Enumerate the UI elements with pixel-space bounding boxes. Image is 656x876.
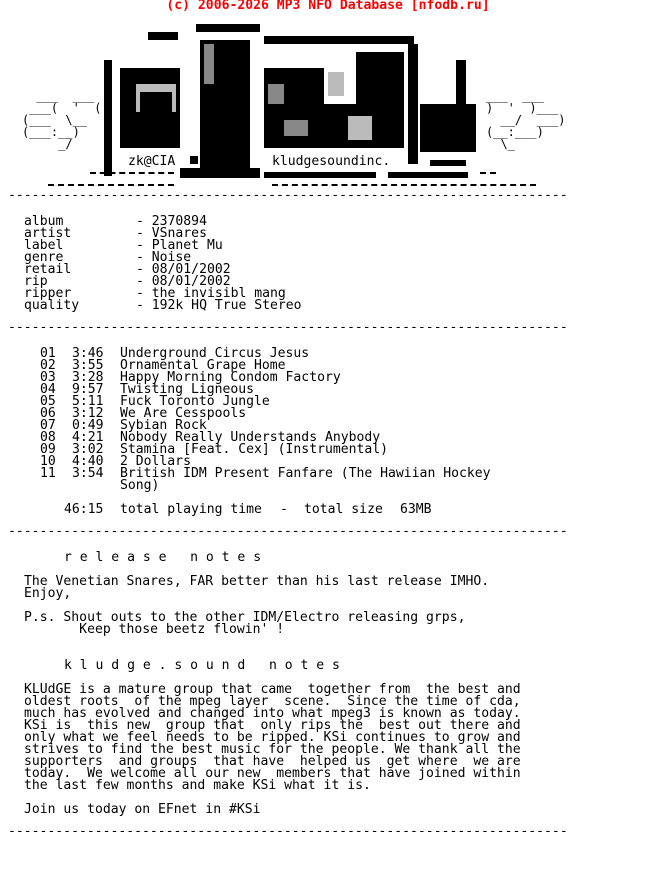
track-title: Ornamental Grape Home	[120, 358, 286, 373]
divider: -----------------------------------------------------------------------	[8, 824, 568, 839]
divider: -----------------------------------------------------------------------	[8, 320, 568, 335]
info-label: album	[24, 214, 64, 229]
track-title: Fuck Toronto Jungle	[120, 394, 270, 409]
info-value: - VSnares	[136, 226, 207, 241]
info-value: - the invisibl mang	[136, 286, 286, 301]
kludge-note-line: oldest roots of the mpeg layer scene. Since the time of cda,	[24, 694, 521, 709]
release-note-line: Keep those beetz flowin' !	[24, 622, 285, 637]
track-number: 10	[40, 454, 56, 469]
track-number: 08	[40, 430, 56, 445]
track-title: Nobody Really Understands Anybody	[120, 430, 381, 445]
kludge-note-line: Join us today on EFnet in #KSi	[24, 802, 261, 817]
info-label: retail	[24, 262, 72, 277]
track-title: We Are Cesspools	[120, 406, 247, 421]
total-size: 63MB	[400, 502, 432, 517]
track-title: Sybian Rock	[120, 418, 207, 433]
info-value: - Noise	[136, 250, 192, 265]
kludge-note-line: KSi is this new group that only rips the best out there and	[24, 718, 521, 733]
logo-tag-right: kludgesoundinc.	[272, 154, 391, 169]
kludge-note-line: strives to find the best music for the people. We thank all the	[24, 742, 521, 757]
track-number: 03	[40, 370, 56, 385]
total-time-label: total playing time	[120, 502, 262, 517]
track-title: Happy Morning Condom Factory	[120, 370, 341, 385]
kludge-note-line: only what we feel needs to be ripped. KSi continues to grow and	[24, 730, 521, 745]
total-separator: -	[280, 502, 288, 517]
info-value: - 2370894	[136, 214, 207, 229]
logo-tag-left: zk@CIA	[128, 154, 176, 169]
track-title: British IDM Present Fanfare (The Hawiian Hockey	[120, 466, 491, 481]
track-number: 11	[40, 466, 56, 481]
info-value: - Planet Mu	[136, 238, 223, 253]
release-note-line: P.s. Shout outs to the other IDM/Electro releasing grps,	[24, 610, 466, 625]
kludge-note-line: the last few months and make KSi what it is.	[24, 778, 371, 793]
divider: -----------------------------------------------------------------------	[8, 188, 568, 203]
track-11-continuation: Song)	[120, 478, 160, 493]
right-scroll-ornament: ___ ___ ) ' )___ __/ ___) (__:___) \_	[486, 89, 566, 151]
total-size-label: total size	[304, 502, 383, 517]
release-notes-heading: r e l e a s e n o t e s	[64, 550, 262, 565]
track-number: 02	[40, 358, 56, 373]
kludge-note-line: today. We welcome all our new members that have joined within	[24, 766, 521, 781]
kludge-note-line: supporters and groups that have helped us get where we are	[24, 754, 521, 769]
release-note-line: The Venetian Snares, FAR better than his last release IMHO.	[24, 574, 490, 589]
left-scroll-ornament: ___ ___ ___( ' ( (___ \__ (___:__) _/	[22, 89, 102, 151]
track-time: 4:21	[72, 430, 104, 445]
kludge-notes-heading: k l u d g e . s o u n d n o t e s	[64, 658, 340, 673]
track-time: 9:57	[72, 382, 104, 397]
track-time: 3:55	[72, 358, 104, 373]
info-label: rip	[24, 274, 48, 289]
info-value: - 192k HQ True Stereo	[136, 298, 302, 313]
info-value: - 08/01/2002	[136, 274, 231, 289]
track-number: 04	[40, 382, 56, 397]
kludge-note-line: much has evolved and changed into what mpeg3 is known as today.	[24, 706, 521, 721]
track-title: 2 Dollars	[120, 454, 191, 469]
track-time: 0:49	[72, 418, 104, 433]
track-time: 3:02	[72, 442, 104, 457]
track-title: Stamina [Feat. Cex] (Instrumental)	[120, 442, 389, 457]
track-number: 07	[40, 418, 56, 433]
track-time: 3:28	[72, 370, 104, 385]
track-time: 3:54	[72, 466, 104, 481]
info-label: ripper	[24, 286, 72, 301]
track-number: 01	[40, 346, 56, 361]
track-number: 09	[40, 442, 56, 457]
divider: -----------------------------------------------------------------------	[8, 524, 568, 539]
info-label: artist	[24, 226, 72, 241]
release-note-line: Enjoy,	[24, 586, 72, 601]
track-number: 06	[40, 406, 56, 421]
track-title: Twisting Ligneous	[120, 382, 255, 397]
track-title: Underground Circus Jesus	[120, 346, 310, 361]
track-time: 5:11	[72, 394, 104, 409]
nfodb-banner: (c) 2006-2026 MP3 NFO Database [nfodb.ru]	[166, 0, 490, 13]
kludge-note-line: KLUdGE is a mature group that came together from the best and	[24, 682, 521, 697]
track-number: 05	[40, 394, 56, 409]
track-time: 3:46	[72, 346, 104, 361]
track-time: 3:12	[72, 406, 104, 421]
total-time: 46:15	[64, 502, 104, 517]
info-label: label	[24, 238, 64, 253]
track-time: 4:40	[72, 454, 104, 469]
info-value: - 08/01/2002	[136, 262, 231, 277]
info-label: genre	[24, 250, 64, 265]
info-label: quality	[24, 298, 80, 313]
